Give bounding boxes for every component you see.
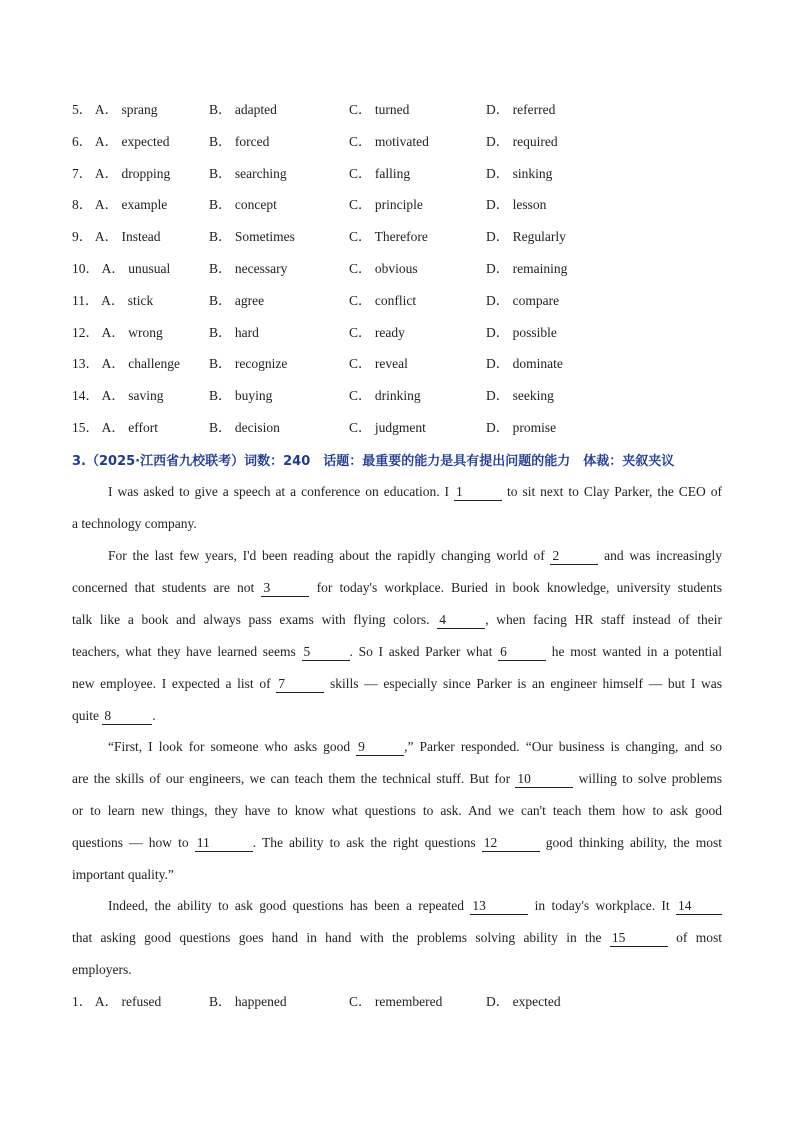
option-b[interactable]: B． adapted	[209, 102, 277, 117]
option-a[interactable]: 12． A． wrong	[72, 324, 163, 340]
blank-10[interactable]: 10	[515, 771, 573, 788]
option-b[interactable]: B． agree	[209, 292, 265, 308]
option-a[interactable]: 11． A． stick	[72, 292, 154, 308]
option-c[interactable]: C． ready	[349, 324, 405, 340]
passage-line: a technology company.	[72, 516, 197, 531]
passage-line: are the skills of our engineers, we can teach them the technical stuff. But for 10 willing to solve problems	[72, 771, 723, 786]
option-d[interactable]: D． dominate	[486, 356, 563, 372]
blank-13[interactable]: 13	[470, 898, 528, 915]
blank-1[interactable]: 1	[454, 484, 502, 501]
option-c[interactable]: C． conflict	[349, 292, 417, 308]
option-c[interactable]: C． reveal	[349, 356, 408, 372]
passage-line: questions — how to 11 . The ability to ask the right questions 12 good thinking ability, the most	[72, 835, 722, 850]
option-c[interactable]: C． Therefore	[349, 229, 428, 245]
option-b[interactable]: B． concept	[209, 197, 277, 213]
blank-3[interactable]: 3	[261, 580, 309, 597]
option-b[interactable]: B． Sometimes	[209, 229, 295, 245]
blank-2[interactable]: 2	[550, 548, 598, 565]
blank-9[interactable]: 9	[356, 739, 404, 756]
option-b[interactable]: B． happened	[209, 994, 287, 1009]
option-c[interactable]: C． motivated	[349, 133, 429, 149]
option-d[interactable]: D． possible	[486, 324, 557, 340]
option-a[interactable]: 8． A． example	[72, 197, 168, 213]
blank-5[interactable]: 5	[302, 644, 350, 661]
blank-7[interactable]: 7	[276, 676, 324, 693]
option-c[interactable]: C． falling	[349, 165, 411, 181]
option-c[interactable]: C． turned	[349, 102, 410, 117]
option-d[interactable]: D． compare	[486, 292, 560, 308]
passage-line: talk like a book and always pass exams with flying colors. 4 , when facing HR staff instead of their	[72, 612, 722, 627]
option-a[interactable]: 5． A． sprang	[72, 102, 158, 117]
option-c[interactable]: C． drinking	[349, 388, 421, 404]
option-a[interactable]: 10． A． unusual	[72, 261, 171, 276]
passage-line: employers.	[72, 962, 132, 977]
option-a[interactable]: 15． A． effort	[72, 420, 158, 435]
passage-line: For the last few years, I'd been reading about the rapidly changing world of 2 and was increasingly	[108, 548, 722, 563]
option-b[interactable]: B． searching	[209, 165, 287, 181]
option-b[interactable]: B． hard	[209, 324, 259, 340]
option-d[interactable]: D． lesson	[486, 197, 547, 213]
passage-line: Indeed, the ability to ask good questions has been a repeated 13 in today's workplace. It 14	[108, 896, 722, 916]
option-c[interactable]: C． principle	[349, 197, 423, 213]
option-d[interactable]: D． referred	[486, 102, 556, 117]
option-a[interactable]: 13． A． challenge	[72, 356, 180, 372]
blank-15[interactable]: 15	[610, 930, 668, 947]
option-d[interactable]: D． expected	[486, 994, 561, 1009]
option-a[interactable]: 6． A． expected	[72, 133, 170, 149]
option-d[interactable]: D． required	[486, 133, 558, 149]
passage-line: new employee. I expected a list of 7 skills — especially since Parker is an engineer himself — but I was	[72, 676, 722, 691]
passage-line: that asking good questions goes hand in hand with the problems solving ability in the 15 of most	[72, 930, 722, 945]
option-d[interactable]: D． Regularly	[486, 229, 566, 245]
option-b[interactable]: B． decision	[209, 420, 280, 435]
blank-14[interactable]: 14	[676, 898, 722, 915]
blank-12[interactable]: 12	[482, 835, 540, 852]
option-c[interactable]: C． judgment	[349, 420, 426, 435]
option-a[interactable]: 9． A． Instead	[72, 229, 161, 245]
blank-11[interactable]: 11	[195, 835, 253, 852]
passage-line: quite 8 .	[72, 708, 156, 723]
option-d[interactable]: D． sinking	[486, 165, 553, 181]
blank-4[interactable]: 4	[437, 612, 485, 629]
option-d[interactable]: D． remaining	[486, 261, 568, 276]
section-heading: 3.（2025·江西省九校联考）词数：240 话题：最重要的能力是具有提出问题的能力 体裁：夹叙夹议	[72, 454, 675, 469]
option-a[interactable]: 7． A． dropping	[72, 165, 171, 181]
option-c[interactable]: C． remembered	[349, 994, 443, 1009]
blank-8[interactable]: 8	[102, 708, 152, 725]
passage-line: teachers, what they have learned seems 5 . So I asked Parker what 6 he most wanted in a potential	[72, 644, 722, 659]
option-b[interactable]: B． recognize	[209, 356, 288, 372]
option-d[interactable]: D． promise	[486, 420, 557, 435]
option-b[interactable]: B． buying	[209, 388, 273, 404]
option-b[interactable]: B． forced	[209, 133, 270, 149]
option-b[interactable]: B． necessary	[209, 261, 288, 276]
passage-line: concerned that students are not 3 for today's workplace. Buried in book knowledge, university students	[72, 580, 722, 595]
option-a[interactable]: 14． A． saving	[72, 388, 164, 404]
blank-6[interactable]: 6	[498, 644, 546, 661]
passage-line: I was asked to give a speech at a conference on education. I 1 to sit next to Clay Parker, the CEO of	[108, 484, 722, 499]
passage-line: “First, I look for someone who asks good 9 ,” Parker responded. “Our business is changing, and so	[108, 739, 722, 754]
option-c[interactable]: C． obvious	[349, 261, 418, 276]
passage-line: important quality.”	[72, 867, 174, 882]
option-d[interactable]: D． seeking	[486, 388, 554, 404]
option-a[interactable]: 1． A． refused	[72, 994, 162, 1009]
passage-line: or to learn new things, they have to know what questions to ask. And we can't teach them how to ask good	[72, 803, 722, 818]
